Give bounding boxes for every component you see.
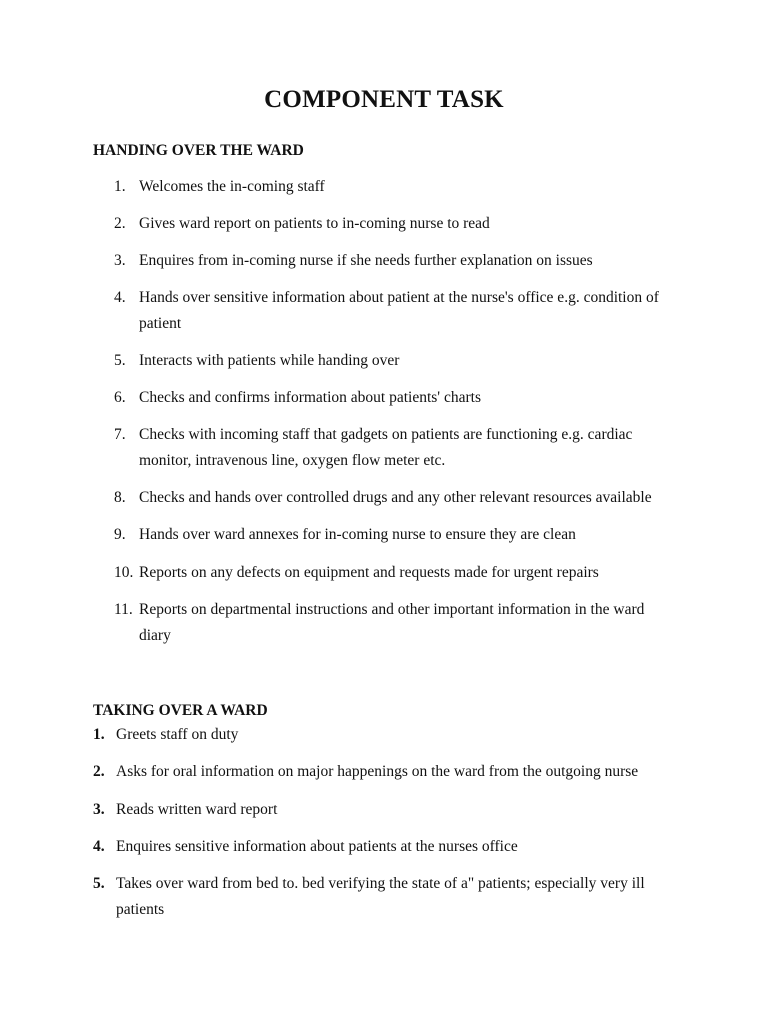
- list-item: [93, 797, 673, 823]
- list-item-text: Interacts with patients while handing over: [139, 352, 400, 369]
- list-item-text: Greets staff on duty: [116, 726, 239, 743]
- list-item: [114, 285, 674, 337]
- list-item-text: Checks and hands over controlled drugs and any other relevant resources available: [139, 489, 652, 506]
- list-item-number: 11.: [114, 601, 133, 618]
- list-item-text: Hands over ward annexes for in-coming nurse to ensure they are clean: [139, 526, 576, 543]
- list-item-number: 2.: [93, 763, 105, 780]
- list-item-number: 10.: [114, 564, 134, 581]
- list-item-number: 2.: [114, 215, 126, 232]
- list-item: [93, 722, 673, 748]
- list-item-text: Enquires from in-coming nurse if she needs further explanation on issues: [139, 252, 593, 269]
- list-item: [114, 422, 674, 474]
- list-item-number: 1.: [114, 178, 126, 195]
- list-item-number: 6.: [114, 389, 126, 406]
- list-item: [114, 385, 674, 411]
- list-item-text: Enquires sensitive information about patients at the nurses office: [116, 838, 518, 855]
- list-item-text: Reports on departmental instructions and other important information in the ward diary: [139, 601, 645, 644]
- list-item-text: Hands over sensitive information about patient at the nurse's office e.g. condition of patient: [139, 289, 659, 332]
- list-item: [114, 522, 674, 548]
- list-item-text: Checks with incoming staff that gadgets on patients are functioning e.g. cardiac monitor, intravenous line, oxygen flow meter etc.: [139, 426, 633, 469]
- list-item: [114, 211, 674, 237]
- list-item-number: 3.: [114, 252, 126, 269]
- list-item-text: Takes over ward from bed to. bed verifying the state of a" patients; especially very ill patients: [116, 875, 645, 918]
- list-item-text: Welcomes the in-coming staff: [139, 178, 325, 195]
- list-item: [114, 485, 674, 511]
- list-item-number: 7.: [114, 426, 126, 443]
- list-item: [114, 248, 674, 274]
- list-item-text: Checks and confirms information about patients' charts: [139, 389, 481, 406]
- list-item-number: 5.: [93, 875, 105, 892]
- list-item: [93, 871, 673, 923]
- list-item-number: 9.: [114, 526, 126, 543]
- list-item-number: 8.: [114, 489, 126, 506]
- list-item-number: 5.: [114, 352, 126, 369]
- list-item-text: Reads written ward report: [116, 801, 278, 818]
- list-item-number: 4.: [114, 289, 126, 306]
- list-item-number: 1.: [93, 726, 105, 743]
- list-item: [114, 348, 674, 374]
- list-item-number: 3.: [93, 801, 105, 818]
- list-item: [93, 759, 673, 785]
- section-heading-taking-over: TAKING OVER A WARD: [93, 702, 268, 719]
- list-item-text: Asks for oral information on major happenings on the ward from the outgoing nurse: [116, 763, 639, 780]
- list-item: [114, 174, 674, 200]
- list-item-text: Reports on any defects on equipment and requests made for urgent repairs: [139, 564, 599, 581]
- list-item: [114, 560, 674, 586]
- list-item-number: 4.: [93, 838, 105, 855]
- list-item: [114, 597, 674, 649]
- list-item: [93, 834, 673, 860]
- list-item-text: Gives ward report on patients to in-coming nurse to read: [139, 215, 490, 232]
- section-heading-handing-over: HANDING OVER THE WARD: [93, 142, 304, 159]
- page-title: COMPONENT TASK: [264, 86, 504, 113]
